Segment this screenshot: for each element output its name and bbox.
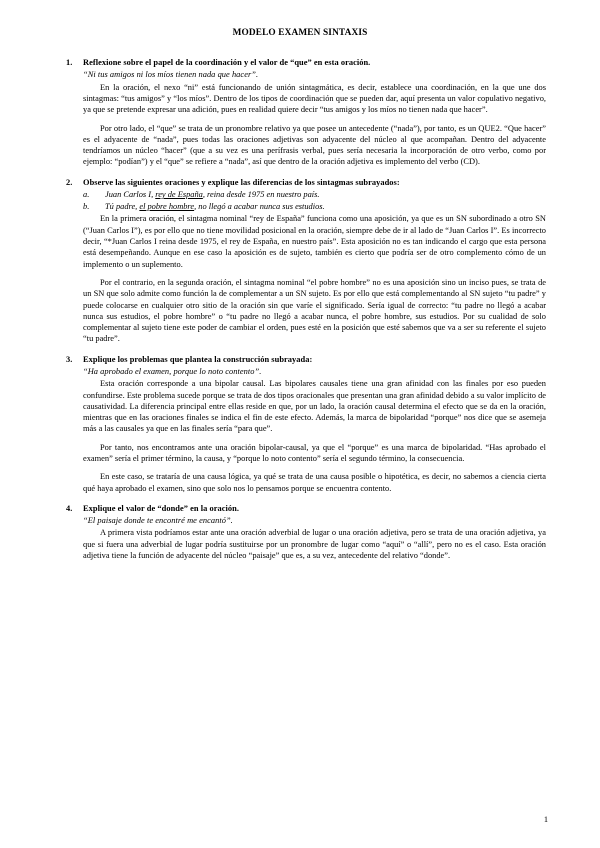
question-2-examples (83, 189, 546, 213)
question-3-paragraph-2: Por tanto, nos encontramos ante una oración bipolar-causal, ya que el “porque” es una marca de bipolaridad. “Has aprobado el examen” sería el primer término, la causa, y “porque lo noto contento” sería el segundo término, la consecuencia. (83, 442, 546, 464)
page-title: MODELO EXAMEN SINTAXIS (232, 28, 368, 38)
list-item (83, 201, 546, 213)
question-2-paragraph-1: En la primera oración, el sintagma nominal “rey de España” funciona como una aposición, ya que es un SN subordinado a otro SN (“Juan Carlos I”), es por ello que no tiene movilidad posicional en la oración, siempre debe de ir al lado de “Juan Carlos I”. Es incorrecto decir, “*Juan Carlos I reina desde 1975, el rey de España, en nuestro país”. Esta aposición no es tan indicando el cargo que esta persona está desempeñando. Aunque en ese caso la aposición es de sujeto, también es cierto que podría ser de otro complemento cómo de un implemento o un suplemento. (83, 214, 546, 269)
question-4-heading (54, 503, 546, 514)
question-3-paragraph-3: En este caso, se trataría de una causa lógica, ya qué se trata de una causa posible o hipotética, es decir, no sabemos a ciencia cierta qué haya aprobado el examen, sino que solo nos lo pensamos porque se encuentra contento. (83, 472, 546, 493)
question-1-body (54, 82, 546, 168)
question-4-number: 4. (66, 503, 73, 513)
example-a-text (105, 189, 319, 201)
question-2-body (54, 213, 546, 344)
question-3 (54, 354, 546, 494)
example-b-letter: b. (83, 201, 90, 211)
question-2-number: 2. (66, 177, 73, 187)
example-a-after: , reina desde 1975 en nuestro país. (202, 189, 320, 199)
question-1-paragraph-1: En la oración, el nexo “ni” está funcionando de unión sintagmática, es decir, establece una coordinación, en la que une dos sintagmas: “tus amigos” y “los míos”. Dentro de los tipos de coordinación que se pueden dar, aquí presenta un valor copulativo negativo, ya que se pretende expresar una adición, pues en realidad quiere decir “tus amigos y los míos no tienen nada que hacer”. (83, 82, 546, 115)
question-list (54, 57, 546, 561)
question-2 (54, 177, 546, 345)
question-2-paragraph-2: Por el contrario, en la segunda oración, el sintagma nominal “el pobre hombre” no es una aposición sino un inciso pues, se trata de un SN que solo admite como función la de complementar a un SN sujeto. Es por ello que está complementando al SN sujeto “tu padre” y puede colocarse en cualquier otro sitio de la oración sin que varíe el significado. Sería igual de correcto: “tu padre no llegó a acabar nunca sus estudios, el pobre hombre” o “tu padre no llegó a acabar nunca, el pobre hombre, sus estudios. Por su cualidad de solo complementar al sujeto tiene este poder de cambiar el orden, pues esté en la posición que esté sabemos que va a ser su referente el sujeto “tu padre”. (83, 277, 546, 344)
question-1-heading (54, 57, 546, 68)
question-2-heading (54, 177, 546, 188)
example-b-before: Tú padre, (105, 201, 140, 211)
example-a-before: Juan Carlos I, (105, 189, 156, 199)
question-4-title: Explique el valor de “donde” en la oración. (83, 503, 240, 513)
question-3-title: Explique los problemas que plantea la construcción subrayada: (83, 354, 313, 364)
question-1 (54, 57, 546, 168)
question-4-paragraph-1: A primera vista podríamos estar ante una oración adverbial de lugar o una oración adjetiva, pero se trata de una oración adjetiva, ya que si fuera una adverbial de lugar podría sustituirse por un pronombre de lugar como “aquí” o “allí”, pero no es el caso. Esta oración adjetiva tiene la función de adyacente del núcleo “paisaje” que es, a su vez, antecedente del relativo “donde”. (83, 528, 546, 561)
question-3-number: 3. (66, 354, 73, 364)
example-b-text (105, 201, 325, 213)
question-2-title: Observe las siguientes oraciones y explique las diferencias de los sintagmas subrayados: (83, 177, 400, 187)
question-1-number: 1. (66, 58, 73, 68)
question-4-body (54, 527, 546, 561)
example-b-underlined: el pobre hombre (139, 201, 195, 211)
question-3-body (54, 378, 546, 494)
example-a-letter: a. (83, 189, 90, 199)
question-1-paragraph-2: Por otro lado, el “que” se trata de un pronombre relativo ya que posee un antecedente (“nada”), por tanto, es un QUE2. “Que hacer” es el adyacente de “nada”, pues todas las oraciones adjetivas son adyacente del núcleo al que acompañan. Dentro del adyacente tendríamos un núcleo “hacer” (que a su vez es una perífrasis verbal, pues sería necesaria la incorporación de otro verbo, como por ejemplo: “podían”) y el “que” se refiere a “nada”, así que dentro de la oración adjetiva es implemento del verbo (CD). (83, 123, 546, 167)
question-3-paragraph-1: Esta oración corresponde a una bipolar causal. Las bipolares causales tiene una gran afinidad con las finales por eso pueden confundirse. Este problema sucede porque se trata de dos tipos oracionales que presentan una gran afinidad debido a su valor implícito de causatividad. La diferencia principal entre ellas reside en que, por un lado, la oración causal determina el efecto que se da en la oración, mientras que en las oraciones finales se indica el fin de este efecto. Además, la marca de bipolaridad “porque” nos dice que se asemeja más a las causales ya que en las finales sería “para que”. (83, 379, 546, 434)
question-3-quote: “Ha aprobado el examen, porque lo noto contento”. (83, 366, 262, 376)
question-4-quote: “El paisaje donde te encontré me encantó”. (83, 516, 233, 526)
question-3-heading (54, 354, 546, 365)
page-number: 1 (543, 814, 548, 824)
example-b-after: , no llegó a acabar nunca sus estudios. (194, 201, 325, 211)
list-item (83, 189, 546, 201)
question-1-title: Reflexione sobre el papel de la coordinación y el valor de “que” en esta oración. (83, 58, 371, 68)
question-1-quote: “Ni tus amigos ni los míos tienen nada que hacer”. (83, 70, 259, 80)
example-a-underlined: rey de España (155, 189, 203, 199)
question-4 (54, 503, 546, 561)
